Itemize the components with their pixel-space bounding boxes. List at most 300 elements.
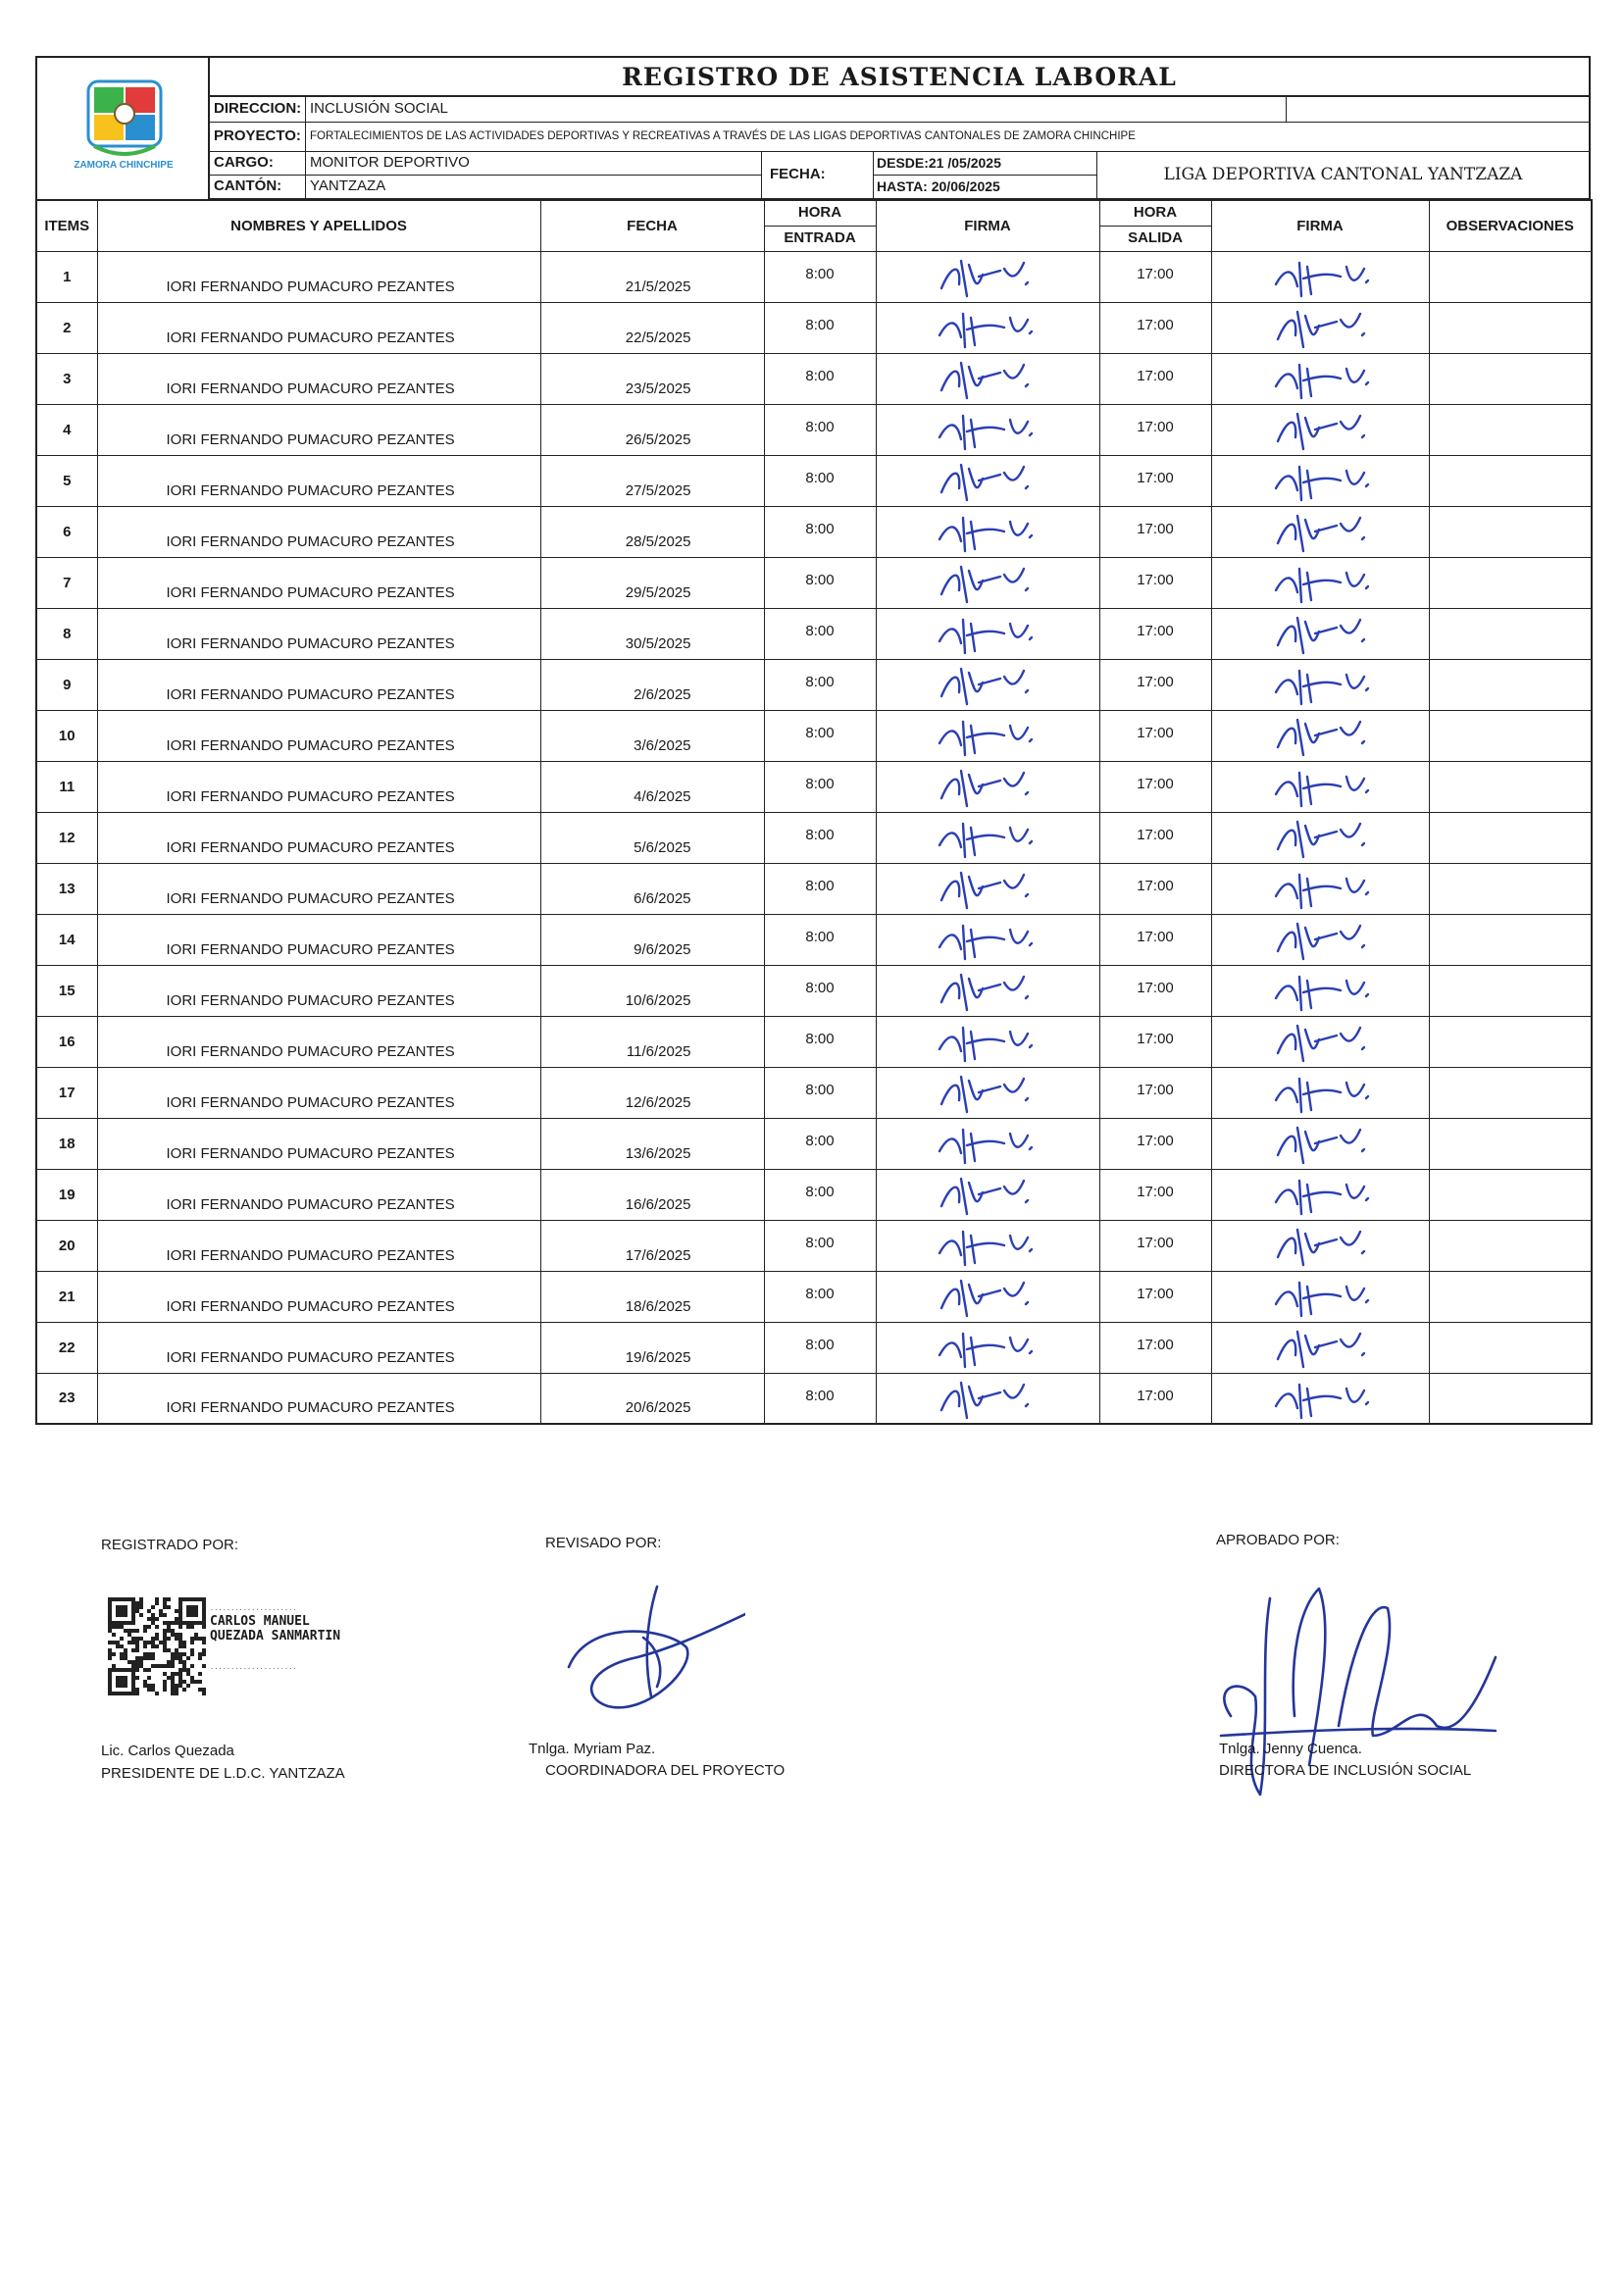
row-firma-salida bbox=[1211, 608, 1429, 659]
row-firma-entrada bbox=[876, 302, 1099, 353]
aprobado-name: Tnlga. Jenny Cuenca. bbox=[1219, 1741, 1362, 1757]
row-firma-salida bbox=[1211, 1322, 1429, 1373]
qr-code-icon bbox=[108, 1597, 216, 1695]
row-firma-salida bbox=[1211, 659, 1429, 710]
row-entrada: 8:00 bbox=[764, 812, 876, 863]
canton-value: YANTZAZA bbox=[310, 177, 386, 194]
col-items: ITEMS bbox=[36, 200, 97, 251]
row-entrada: 8:00 bbox=[764, 710, 876, 761]
table-row bbox=[36, 659, 1592, 710]
row-firma-salida bbox=[1211, 965, 1429, 1016]
signature-icon bbox=[1246, 559, 1394, 606]
row-salida: 17:00 bbox=[1099, 353, 1211, 404]
row-name: IORI FERNANDO PUMACURO PEZANTES bbox=[97, 1169, 540, 1220]
col-hora-salida: HORA bbox=[1099, 200, 1211, 226]
row-observaciones bbox=[1429, 353, 1592, 404]
row-observaciones bbox=[1429, 251, 1592, 302]
row-salida: 17:00 bbox=[1099, 455, 1211, 506]
row-name: IORI FERNANDO PUMACURO PEZANTES bbox=[97, 455, 540, 506]
row-salida: 17:00 bbox=[1099, 1067, 1211, 1118]
row-date: 2/6/2025 bbox=[540, 659, 764, 710]
row-firma-entrada bbox=[876, 353, 1099, 404]
registrado-stamp-name: CARLOS MANUEL QUEZADA SANMARTIN bbox=[210, 1614, 341, 1643]
logo-text: ZAMORA CHINCHIPE bbox=[74, 160, 174, 171]
row-firma-entrada bbox=[876, 659, 1099, 710]
row-date: 9/6/2025 bbox=[540, 914, 764, 965]
direccion-row bbox=[208, 97, 1591, 123]
signature-icon bbox=[1246, 253, 1394, 300]
row-name: IORI FERNANDO PUMACURO PEZANTES bbox=[97, 1118, 540, 1169]
row-observaciones bbox=[1429, 1118, 1592, 1169]
row-firma-salida bbox=[1211, 1016, 1429, 1067]
sheet-header bbox=[35, 56, 1591, 199]
signature-icon bbox=[1246, 967, 1394, 1014]
signature-icon bbox=[1246, 814, 1394, 861]
row-date: 3/6/2025 bbox=[540, 710, 764, 761]
row-firma-salida bbox=[1211, 506, 1429, 557]
row-firma-salida bbox=[1211, 812, 1429, 863]
row-firma-salida bbox=[1211, 1220, 1429, 1271]
row-item: 13 bbox=[36, 863, 97, 914]
row-observaciones bbox=[1429, 1169, 1592, 1220]
row-salida: 17:00 bbox=[1099, 302, 1211, 353]
row-date: 12/6/2025 bbox=[540, 1067, 764, 1118]
zamora-chinchipe-logo-icon bbox=[80, 77, 169, 166]
row-name: IORI FERNANDO PUMACURO PEZANTES bbox=[97, 506, 540, 557]
row-observaciones bbox=[1429, 1220, 1592, 1271]
row-salida: 17:00 bbox=[1099, 1271, 1211, 1322]
row-name: IORI FERNANDO PUMACURO PEZANTES bbox=[97, 404, 540, 455]
registrado-label: REGISTRADO POR: bbox=[101, 1537, 239, 1553]
signature-icon bbox=[914, 763, 1061, 810]
signature-icon bbox=[1246, 712, 1394, 759]
row-firma-entrada bbox=[876, 914, 1099, 965]
signature-icon bbox=[1246, 406, 1394, 453]
proyecto-row bbox=[208, 123, 1591, 152]
table-row bbox=[36, 506, 1592, 557]
row-date: 11/6/2025 bbox=[540, 1016, 764, 1067]
row-firma-salida bbox=[1211, 1169, 1429, 1220]
row-item: 7 bbox=[36, 557, 97, 608]
row-name: IORI FERNANDO PUMACURO PEZANTES bbox=[97, 302, 540, 353]
row-firma-entrada bbox=[876, 965, 1099, 1016]
row-name: IORI FERNANDO PUMACURO PEZANTES bbox=[97, 761, 540, 812]
row-firma-salida bbox=[1211, 455, 1429, 506]
row-entrada: 8:00 bbox=[764, 1169, 876, 1220]
row-firma-salida bbox=[1211, 404, 1429, 455]
row-item: 23 bbox=[36, 1373, 97, 1424]
row-name: IORI FERNANDO PUMACURO PEZANTES bbox=[97, 1220, 540, 1271]
table-row bbox=[36, 965, 1592, 1016]
signature-icon bbox=[914, 1324, 1061, 1371]
row-date: 13/6/2025 bbox=[540, 1118, 764, 1169]
stamp-caption: ····················· bbox=[210, 1606, 297, 1614]
signature-icon bbox=[1246, 1375, 1394, 1422]
row-date: 27/5/2025 bbox=[540, 455, 764, 506]
row-name: IORI FERNANDO PUMACURO PEZANTES bbox=[97, 251, 540, 302]
row-entrada: 8:00 bbox=[764, 1220, 876, 1271]
signature-icon bbox=[1246, 763, 1394, 810]
signature-icon bbox=[914, 1171, 1061, 1218]
row-name: IORI FERNANDO PUMACURO PEZANTES bbox=[97, 812, 540, 863]
signature-icon bbox=[1246, 1018, 1394, 1065]
registrado-name: Lic. Carlos Quezada bbox=[101, 1743, 234, 1759]
signature-icon bbox=[1246, 1120, 1394, 1167]
signature-icon bbox=[914, 814, 1061, 861]
row-firma-entrada bbox=[876, 455, 1099, 506]
desde-value: DESDE:21 /05/2025 bbox=[873, 152, 1096, 176]
signature-icon bbox=[914, 967, 1061, 1014]
row-date: 20/6/2025 bbox=[540, 1373, 764, 1424]
table-row bbox=[36, 1067, 1592, 1118]
table-row bbox=[36, 1016, 1592, 1067]
canton-label: CANTÓN: bbox=[208, 176, 306, 198]
signature-icon bbox=[1246, 508, 1394, 555]
row-entrada: 8:00 bbox=[764, 404, 876, 455]
row-item: 2 bbox=[36, 302, 97, 353]
row-observaciones bbox=[1429, 1016, 1592, 1067]
row-salida: 17:00 bbox=[1099, 251, 1211, 302]
signature-icon bbox=[1246, 457, 1394, 504]
row-observaciones bbox=[1429, 965, 1592, 1016]
row-salida: 17:00 bbox=[1099, 404, 1211, 455]
row-firma-entrada bbox=[876, 251, 1099, 302]
row-salida: 17:00 bbox=[1099, 965, 1211, 1016]
row-firma-salida bbox=[1211, 302, 1429, 353]
row-firma-entrada bbox=[876, 1373, 1099, 1424]
row-name: IORI FERNANDO PUMACURO PEZANTES bbox=[97, 659, 540, 710]
cargo-value: MONITOR DEPORTIVO bbox=[310, 154, 470, 171]
row-observaciones bbox=[1429, 659, 1592, 710]
row-firma-entrada bbox=[876, 1322, 1099, 1373]
signature-icon bbox=[914, 457, 1061, 504]
table-row bbox=[36, 557, 1592, 608]
signature-icon bbox=[914, 610, 1061, 657]
row-firma-salida bbox=[1211, 1118, 1429, 1169]
proyecto-value: FORTALECIMIENTOS DE LAS ACTIVIDADES DEPORTIVAS Y RECREATIVAS A TRAVÉS DE LAS LIGAS DEPORTIVAS CANTONALES DE ZAMORA CHINCHIPE bbox=[310, 130, 1136, 142]
row-item: 4 bbox=[36, 404, 97, 455]
row-salida: 17:00 bbox=[1099, 1322, 1211, 1373]
signature-icon bbox=[914, 661, 1061, 708]
revisado-label: REVISADO POR: bbox=[545, 1535, 662, 1551]
stamp-footer: ····················· bbox=[210, 1665, 297, 1673]
col-firma-entrada: FIRMA bbox=[876, 200, 1099, 251]
row-salida: 17:00 bbox=[1099, 1169, 1211, 1220]
signature-icon bbox=[914, 508, 1061, 555]
table-row bbox=[36, 914, 1592, 965]
revisado-name: Tnlga. Myriam Paz. bbox=[529, 1741, 656, 1757]
row-entrada: 8:00 bbox=[764, 1016, 876, 1067]
signature-icon bbox=[914, 1273, 1061, 1320]
row-entrada: 8:00 bbox=[764, 608, 876, 659]
row-item: 1 bbox=[36, 251, 97, 302]
row-entrada: 8:00 bbox=[764, 557, 876, 608]
revisado-role: COORDINADORA DEL PROYECTO bbox=[545, 1762, 786, 1779]
signature-icon bbox=[914, 253, 1061, 300]
row-item: 16 bbox=[36, 1016, 97, 1067]
row-observaciones bbox=[1429, 1322, 1592, 1373]
attendance-sheet bbox=[35, 56, 1591, 1425]
row-observaciones bbox=[1429, 812, 1592, 863]
row-salida: 17:00 bbox=[1099, 659, 1211, 710]
row-item: 5 bbox=[36, 455, 97, 506]
row-item: 15 bbox=[36, 965, 97, 1016]
row-observaciones bbox=[1429, 914, 1592, 965]
row-name: IORI FERNANDO PUMACURO PEZANTES bbox=[97, 914, 540, 965]
canton-row bbox=[208, 176, 761, 199]
row-firma-entrada bbox=[876, 1169, 1099, 1220]
table-row bbox=[36, 1322, 1592, 1373]
signature-icon bbox=[914, 406, 1061, 453]
row-observaciones bbox=[1429, 710, 1592, 761]
row-entrada: 8:00 bbox=[764, 455, 876, 506]
row-observaciones bbox=[1429, 506, 1592, 557]
row-date: 23/5/2025 bbox=[540, 353, 764, 404]
row-item: 6 bbox=[36, 506, 97, 557]
row-name: IORI FERNANDO PUMACURO PEZANTES bbox=[97, 1373, 540, 1424]
row-name: IORI FERNANDO PUMACURO PEZANTES bbox=[97, 710, 540, 761]
page-title: REGISTRO DE ASISTENCIA LABORAL bbox=[208, 56, 1591, 97]
row-entrada: 8:00 bbox=[764, 302, 876, 353]
signature-icon bbox=[1246, 865, 1394, 912]
col-hora-entrada: HORA bbox=[764, 200, 876, 226]
row-salida: 17:00 bbox=[1099, 812, 1211, 863]
row-name: IORI FERNANDO PUMACURO PEZANTES bbox=[97, 1271, 540, 1322]
row-date: 26/5/2025 bbox=[540, 404, 764, 455]
row-firma-entrada bbox=[876, 557, 1099, 608]
row-salida: 17:00 bbox=[1099, 761, 1211, 812]
registrado-role: PRESIDENTE DE L.D.C. YANTZAZA bbox=[101, 1765, 345, 1782]
cargo-label: CARGO: bbox=[208, 152, 306, 175]
row-firma-entrada bbox=[876, 1016, 1099, 1067]
row-firma-salida bbox=[1211, 914, 1429, 965]
row-observaciones bbox=[1429, 863, 1592, 914]
col-entrada: ENTRADA bbox=[764, 226, 876, 251]
aprobado-signature-icon bbox=[1201, 1569, 1515, 1824]
row-firma-salida bbox=[1211, 761, 1429, 812]
signature-icon bbox=[914, 304, 1061, 351]
hasta-value: HASTA: 20/06/2025 bbox=[873, 176, 1096, 199]
row-date: 19/6/2025 bbox=[540, 1322, 764, 1373]
table-row bbox=[36, 1118, 1592, 1169]
row-item: 3 bbox=[36, 353, 97, 404]
table-row bbox=[36, 710, 1592, 761]
row-entrada: 8:00 bbox=[764, 1271, 876, 1322]
signature-icon bbox=[914, 1120, 1061, 1167]
attendance-rows bbox=[36, 251, 1592, 1424]
row-item: 12 bbox=[36, 812, 97, 863]
row-firma-entrada bbox=[876, 404, 1099, 455]
row-salida: 17:00 bbox=[1099, 1016, 1211, 1067]
row-salida: 17:00 bbox=[1099, 506, 1211, 557]
row-item: 10 bbox=[36, 710, 97, 761]
row-item: 9 bbox=[36, 659, 97, 710]
row-salida: 17:00 bbox=[1099, 1373, 1211, 1424]
row-firma-salida bbox=[1211, 710, 1429, 761]
proyecto-label: PROYECTO: bbox=[208, 123, 306, 151]
row-firma-entrada bbox=[876, 812, 1099, 863]
signature-icon bbox=[1246, 304, 1394, 351]
row-observaciones bbox=[1429, 1271, 1592, 1322]
row-firma-entrada bbox=[876, 1271, 1099, 1322]
col-observaciones: OBSERVACIONES bbox=[1429, 200, 1592, 251]
signature-icon bbox=[914, 865, 1061, 912]
table-row bbox=[36, 251, 1592, 302]
row-entrada: 8:00 bbox=[764, 251, 876, 302]
table-row bbox=[36, 812, 1592, 863]
row-date: 18/6/2025 bbox=[540, 1271, 764, 1322]
row-item: 17 bbox=[36, 1067, 97, 1118]
row-firma-entrada bbox=[876, 1067, 1099, 1118]
table-row bbox=[36, 761, 1592, 812]
row-entrada: 8:00 bbox=[764, 965, 876, 1016]
row-firma-entrada bbox=[876, 1220, 1099, 1271]
row-date: 6/6/2025 bbox=[540, 863, 764, 914]
signature-icon bbox=[1246, 916, 1394, 963]
row-item: 21 bbox=[36, 1271, 97, 1322]
table-row bbox=[36, 455, 1592, 506]
row-name: IORI FERNANDO PUMACURO PEZANTES bbox=[97, 353, 540, 404]
signature-icon bbox=[1246, 1171, 1394, 1218]
row-firma-entrada bbox=[876, 608, 1099, 659]
table-row bbox=[36, 1373, 1592, 1424]
signature-icon bbox=[1246, 661, 1394, 708]
table-row bbox=[36, 608, 1592, 659]
signature-icon bbox=[914, 559, 1061, 606]
table-row bbox=[36, 1271, 1592, 1322]
row-firma-salida bbox=[1211, 1271, 1429, 1322]
row-item: 18 bbox=[36, 1118, 97, 1169]
row-item: 11 bbox=[36, 761, 97, 812]
row-item: 8 bbox=[36, 608, 97, 659]
signature-icon bbox=[914, 355, 1061, 402]
signature-icon bbox=[1246, 1222, 1394, 1269]
fecha-label: FECHA: bbox=[761, 152, 873, 199]
row-entrada: 8:00 bbox=[764, 353, 876, 404]
table-row bbox=[36, 302, 1592, 353]
signature-icon bbox=[914, 712, 1061, 759]
table-row bbox=[36, 404, 1592, 455]
row-firma-salida bbox=[1211, 251, 1429, 302]
col-firma-salida: FIRMA bbox=[1211, 200, 1429, 251]
row-date: 16/6/2025 bbox=[540, 1169, 764, 1220]
row-salida: 17:00 bbox=[1099, 710, 1211, 761]
row-entrada: 8:00 bbox=[764, 1067, 876, 1118]
col-salida: SALIDA bbox=[1099, 226, 1211, 251]
row-firma-entrada bbox=[876, 761, 1099, 812]
row-salida: 17:00 bbox=[1099, 863, 1211, 914]
row-item: 20 bbox=[36, 1220, 97, 1271]
row-observaciones bbox=[1429, 455, 1592, 506]
signature-icon bbox=[914, 1375, 1061, 1422]
row-firma-entrada bbox=[876, 1118, 1099, 1169]
signature-icon bbox=[1246, 1324, 1394, 1371]
row-firma-salida bbox=[1211, 557, 1429, 608]
row-name: IORI FERNANDO PUMACURO PEZANTES bbox=[97, 557, 540, 608]
row-entrada: 8:00 bbox=[764, 863, 876, 914]
row-observaciones bbox=[1429, 302, 1592, 353]
row-firma-salida bbox=[1211, 353, 1429, 404]
liga-value: LIGA DEPORTIVA CANTONAL YANTZAZA bbox=[1096, 152, 1591, 199]
aprobado-label: APROBADO POR: bbox=[1216, 1532, 1340, 1548]
direccion-value: INCLUSIÓN SOCIAL bbox=[306, 97, 1287, 122]
row-name: IORI FERNANDO PUMACURO PEZANTES bbox=[97, 863, 540, 914]
row-date: 4/6/2025 bbox=[540, 761, 764, 812]
signature-icon bbox=[1246, 1273, 1394, 1320]
row-salida: 17:00 bbox=[1099, 1118, 1211, 1169]
row-firma-entrada bbox=[876, 863, 1099, 914]
signature-icon bbox=[1246, 610, 1394, 657]
table-row bbox=[36, 353, 1592, 404]
row-firma-salida bbox=[1211, 1373, 1429, 1424]
row-salida: 17:00 bbox=[1099, 914, 1211, 965]
table-row bbox=[36, 863, 1592, 914]
row-date: 17/6/2025 bbox=[540, 1220, 764, 1271]
attendance-table bbox=[35, 199, 1593, 1425]
signature-icon bbox=[914, 1018, 1061, 1065]
row-date: 29/5/2025 bbox=[540, 557, 764, 608]
signature-icon bbox=[914, 1222, 1061, 1269]
signature-icon bbox=[1246, 1069, 1394, 1116]
cargo-row bbox=[208, 152, 761, 176]
row-name: IORI FERNANDO PUMACURO PEZANTES bbox=[97, 1322, 540, 1373]
row-observaciones bbox=[1429, 608, 1592, 659]
logo-cell bbox=[35, 56, 208, 199]
row-firma-salida bbox=[1211, 863, 1429, 914]
row-entrada: 8:00 bbox=[764, 506, 876, 557]
row-observaciones bbox=[1429, 557, 1592, 608]
row-item: 22 bbox=[36, 1322, 97, 1373]
row-name: IORI FERNANDO PUMACURO PEZANTES bbox=[97, 1016, 540, 1067]
col-nombres: NOMBRES Y APELLIDOS bbox=[97, 200, 540, 251]
row-observaciones bbox=[1429, 761, 1592, 812]
row-name: IORI FERNANDO PUMACURO PEZANTES bbox=[97, 1067, 540, 1118]
row-firma-entrada bbox=[876, 710, 1099, 761]
row-entrada: 8:00 bbox=[764, 914, 876, 965]
row-observaciones bbox=[1429, 1373, 1592, 1424]
row-date: 30/5/2025 bbox=[540, 608, 764, 659]
row-entrada: 8:00 bbox=[764, 761, 876, 812]
row-date: 21/5/2025 bbox=[540, 251, 764, 302]
row-name: IORI FERNANDO PUMACURO PEZANTES bbox=[97, 965, 540, 1016]
row-name: IORI FERNANDO PUMACURO PEZANTES bbox=[97, 608, 540, 659]
row-item: 19 bbox=[36, 1169, 97, 1220]
row-observaciones bbox=[1429, 1067, 1592, 1118]
aprobado-role: DIRECTORA DE INCLUSIÓN SOCIAL bbox=[1219, 1762, 1472, 1779]
row-firma-entrada bbox=[876, 506, 1099, 557]
table-row bbox=[36, 1169, 1592, 1220]
signature-icon bbox=[914, 1069, 1061, 1116]
col-fecha: FECHA bbox=[540, 200, 764, 251]
row-date: 28/5/2025 bbox=[540, 506, 764, 557]
row-entrada: 8:00 bbox=[764, 659, 876, 710]
row-firma-salida bbox=[1211, 1067, 1429, 1118]
row-entrada: 8:00 bbox=[764, 1322, 876, 1373]
signature-icon bbox=[914, 916, 1061, 963]
signature-icon bbox=[1246, 355, 1394, 402]
row-date: 5/6/2025 bbox=[540, 812, 764, 863]
table-row bbox=[36, 1220, 1592, 1271]
row-date: 22/5/2025 bbox=[540, 302, 764, 353]
row-salida: 17:00 bbox=[1099, 1220, 1211, 1271]
direccion-label: DIRECCION: bbox=[208, 97, 306, 122]
row-salida: 17:00 bbox=[1099, 557, 1211, 608]
revisado-signature-icon bbox=[549, 1579, 745, 1736]
row-entrada: 8:00 bbox=[764, 1118, 876, 1169]
row-date: 10/6/2025 bbox=[540, 965, 764, 1016]
row-item: 14 bbox=[36, 914, 97, 965]
row-entrada: 8:00 bbox=[764, 1373, 876, 1424]
